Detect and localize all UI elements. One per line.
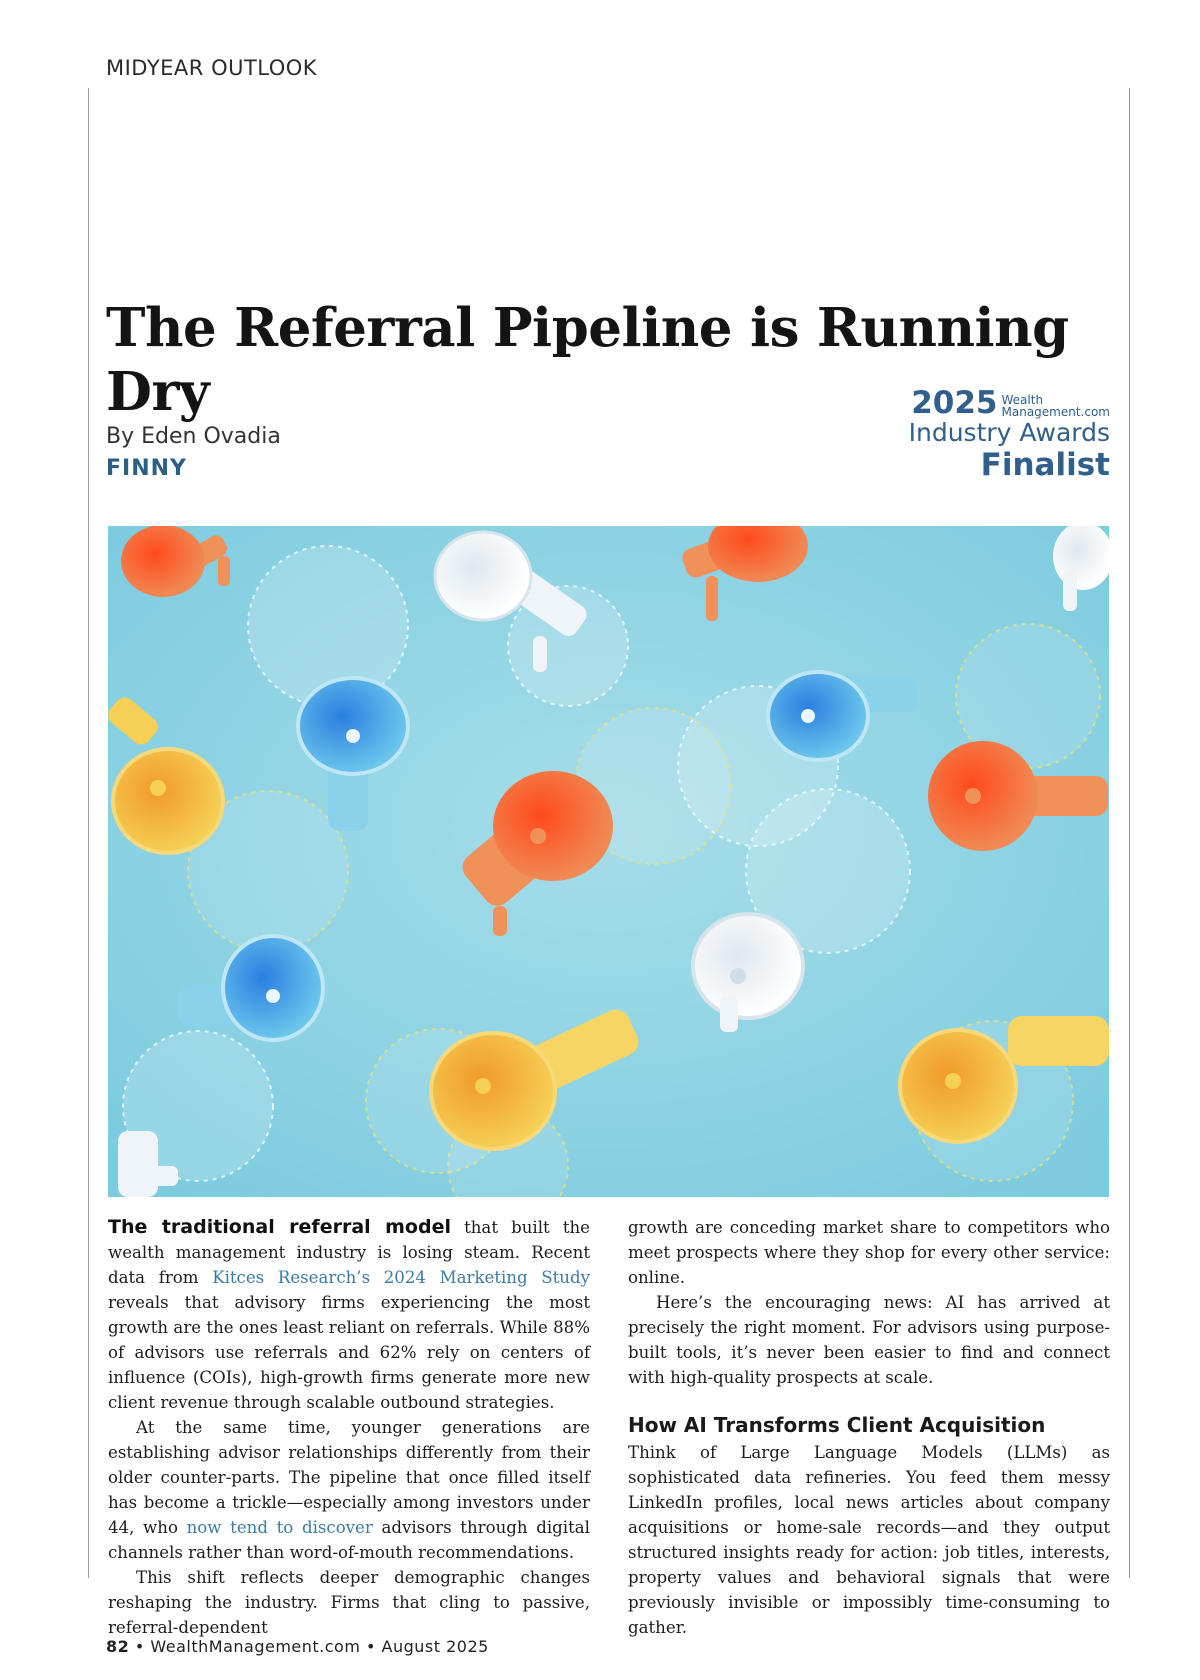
award-badge <box>880 385 1110 483</box>
right-divider <box>1129 88 1130 1578</box>
paragraph-text: that built the wealth management industry is losing steam. Recent data from <box>108 1218 590 1287</box>
author-company: FINNY <box>106 456 187 481</box>
article-headline: The Referral Pipeline is Running Dry <box>106 297 1069 423</box>
paragraph <box>108 1215 590 1415</box>
award-brand-line2: Management.com <box>1001 405 1110 419</box>
paragraph-text: At the same time, younger generations are establishing advisor relationships differently from their older counter-parts. The pipeline that once filled itself has become a trickle—especially among investors under 44, who <box>108 1418 590 1537</box>
section-subheading: How AI Transforms Client Acquisition <box>628 1413 1046 1437</box>
lead-in: The traditional referral model <box>108 1216 451 1238</box>
paragraph: Think of Large Language Models (LLMs) as sophisticated data refineries. You feed them messy LinkedIn profiles, local news articles about company acquisitions or home-sale records—and they output structured insights ready for action: job titles, interests, property values and behavioral signals that were previously invisible or impossibly time-consuming to gather. <box>628 1443 1110 1637</box>
paragraph-text: advisors through digital channels rather than word-of-mouth recommendations. <box>108 1518 590 1562</box>
article-byline: By Eden Ovadia <box>106 424 281 449</box>
left-column <box>108 1215 590 1640</box>
paragraph <box>108 1415 590 1565</box>
page-footer <box>106 1637 489 1656</box>
paragraph: This shift reflects deeper demographic changes reshaping the industry. Firms that cling to passive, referral-dependent <box>108 1568 590 1637</box>
right-column <box>628 1215 1110 1640</box>
footer-text: • WealthManagement.com • August 2025 <box>129 1637 489 1656</box>
kitces-study-link[interactable]: Kitces Research’s 2024 Marketing Study <box>212 1268 590 1287</box>
award-year: 2025 <box>911 385 998 421</box>
award-title: Industry Awards <box>908 418 1110 447</box>
award-brand-line1: Wealth <box>1001 393 1044 407</box>
left-divider <box>88 88 89 1578</box>
section-label: MIDYEAR OUTLOOK <box>106 56 318 80</box>
award-brand <box>1002 394 1111 418</box>
paragraph-text: reveals that advisory firms experiencing the most growth are the ones least reliant on referrals. While 88% of advisors use referrals and 62% rely on centers of influence (COIs), high-growth firms generate more new client revenue through scalable outbound strategies. <box>108 1293 590 1412</box>
hero-image <box>108 526 1109 1197</box>
paragraph: growth are conceding market share to competitors who meet prospects where they shop for every other service: online. <box>628 1218 1110 1287</box>
page-number: 82 <box>106 1637 130 1656</box>
paragraph: Here’s the encouraging news: AI has arrived at precisely the right moment. For advisors using purpose-built tools, it’s never been easier to find and connect with high-quality prospects at scale. <box>628 1293 1110 1387</box>
now-tend-to-discover-link[interactable]: now tend to discover <box>186 1518 373 1537</box>
award-status: Finalist <box>980 447 1110 483</box>
